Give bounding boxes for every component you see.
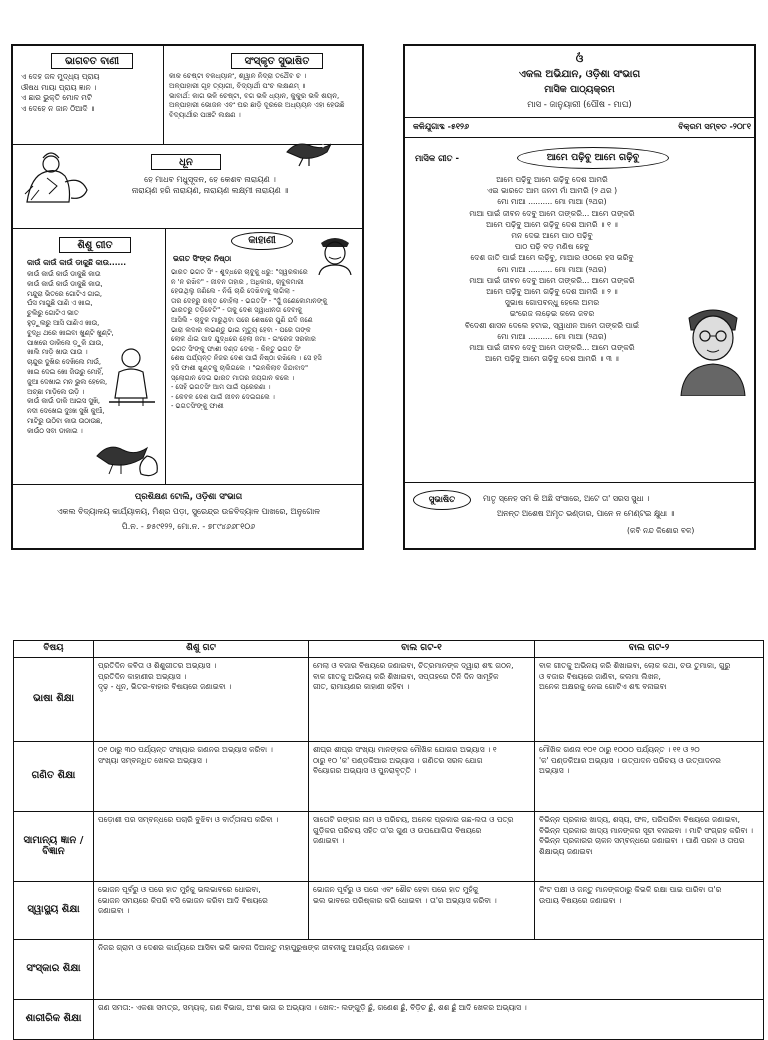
- subhashita-author: (କବି ନନ୍ଦ କିଶୋର ବଳ): [627, 526, 695, 535]
- table-cell: ନିଜର ଗ୍ରାମ ଓ ଦେଶର କାର୍ଯ୍ୟରେ ଆସିବା ଭଳି ଭାବନା ଦିଆନ୍ତୁ ମହାପୁରୁଷଙ୍କ ଜୀବନୀକୁ ଆଚାର୍ଯ୍ୟ ଜଣାଇବେ ।: [94, 940, 764, 1000]
- table-cell: ମୌଖିକ ଗଣନା ୧୦୧ ଠାରୁ ୧୦୦୦ ପର୍ଯ୍ୟନ୍ତ । ୧୧ ଓ ୨୦ 'କ' ପଣ୍ଡକିଆର ଅଭ୍ୟାସ । ଉତ୍ପାଦନ ପରିଚୟ ଓ ଉତ୍ପାଦନର ଅଭ୍ୟାସ ।: [535, 742, 764, 812]
- kahani-text: ଭାରତ ଭଗତ ସିଂ - ଶୁଦ୍ଧରେ ଚାବୁକୁ ଧରୁ: "ସ୍ୱରକାରେ ନ 'ନ ରଖିବ" - ଜୀବନ ତାହାର , ଅଧିକାର, ଚାବୁକମାରୀ ହେଉଥିଲୁ ଜଣିଲେ - ନିଶ୍ଚି ଚାରି ଦେଖିବାକୁ ଲାଗିଲା - ତାର ଦେହରୁ ରକ୍ତ ବୋହିଲା - ଭଗତସିଂ - "ସୁଁ ଜଣେକୋମାନଙ୍କୁ ଭାରତରୁ ତଡ଼ିବେଟି" - ତାକୁ ଦେଶ ସ୍ୱାଧୀନତା ଦେବାକୁ ଆସିଲି - ଚାବୁକ ମାରୁଥିବା ପରେ ଶେଷରେ ପୁଣି ଯଦି ଜଣେ ଭାରା ଲଦାର ଲଭଣ୍ଡୁ ଭାଇ ମୃତ୍ୟୁ ହେବା - ପରେ ତାଙ୍କ ଲୋକ ଧାଁଇ ପାଦ ଯୁଦ୍ଧରେ ହେଲା ଜମା - ଇଂରେଜ ସରକାର ଭଗତ ସିଂଙ୍କୁ ଫାଶୀ ଦଣ୍ଡ ଦେଲା - କିନ୍ତୁ ଭଗତ ସିଂ ଶେଷ ପର୍ଯ୍ୟନ୍ତ ନିଜର ଦେଶ ପାଇଁ ନିଷ୍ଠା ରଖିଲେ । ସେ ହସି ହସି ଫାଶୀ ଖୁଣ୍ଟକୁ ଚାଲିଗଲେ । "ଇନକିଲାବ ଜିନ୍ଦାବାଦ" ସ୍ଲୋଗାନ ଦେଇ ଭାରତ ମାତାର ଜୟଗାନ କଲେ । - ସେହି ଭଗତସିଂ ଆମ ପାଇଁ ପ୍ରେରଣା । - କେବଳ ଦେଶ ପାଇଁ ଜୀବନ ଦେଇଗଲେ । - ଭଗତସିଂଙ୍କୁ ଫାଶୀ: [171, 268, 328, 411]
- divider: [405, 117, 754, 118]
- dhun-label: ଧୂନ: [151, 154, 221, 170]
- table-cell: ୦୧ ଠାରୁ ୩୦ ପର୍ଯ୍ୟନ୍ତ ସଂଖ୍ୟାର ଗଣନର ଅଭ୍ୟାସ କରିବା । ସଂଖ୍ୟା ସମ୍ବନ୍ଧିତ ଖେଳର ଅଭ୍ୟାସ ।: [94, 742, 309, 812]
- crow-pot-illustration: [91, 434, 165, 480]
- table-cell: ମେଲା ଓ ବଜାର ବିଷୟରେ ଜଣାଇବା, ଚିତ୍ରମାନଙ୍କ ଦ୍ୱାରା ଶବ୍ଦ ଗଠନ, ବାଳ ଗୀତକୁ ଅଭିନୟ କରି ଶିଖାଇବା, ସପ୍ତାହରେ ତିନି ଦିନ ସାମୂହିକ ଗୀତ, ରାମାୟଣର କାହାଣୀ କହିବା ।: [309, 658, 535, 742]
- table-cell: ସାତୋଟି ରଙ୍ଗର ନାମ ଓ ପରିଚୟ, ଅନେକ ପ୍ରକାର ଗଛ-ଲତା ଓ ପତ୍ର ଗୁଡ଼ିକର ପରିଚୟ ସହିତ ତା'ର ଗୁଣ ଓ ଉପଯୋଗିତା ବିଷୟରେ ଜଣାଇବା ।: [309, 812, 535, 882]
- shishu-geeta-text: କାଉଁ କାଉଁ କାଉଁ ଡାକୁଛି କାଉ କାଉଁ କାଉଁ କାଉଁ ଡାକୁଛି କାଉ, ମନ୍ଦୁରା ଭିତରେ ଗୋଟିଏ ଗାଇ, ଘଁସ ମାଗୁଛି ପାଣି ଏ ଖାଇ, ଚୁଲିରୁ ଗୋଟିଏ ଭାତ ହୁଡ଼ୁଲରୁ ଆସି ପାଣିଏ ଖାଉ, ବୁଦ୍ଧି ଥରେ ଖାଇବା ଖୁଣ୍ଟି ଖୁଣ୍ଟି, ପାଖରେ ଡାକିଲେ ଡ଼ୁକି ଯାଉ, ଖାଲି ମାଡ଼ି ଖାଉ ପାଉ । ଚାନ୍ଦୁର ଦୁଖିର ଦେଖିଲେ ମାଉଁ, ଖାଇ ଦେଇ ଖୋ ଜିଉରୁ ମୋହିଁ, ଜୁଆ ଦେଖାଇ ମନ ଭୁଲ ହେଲେ, ଅଚ୍ଛା ମାଡ଼ିଲେ ଉଡ଼ି । କାଉଁ କାଉଁ ଡାକି ଆଇସ ସୁଖି, ନଦୀ ଦେଖେଇ ଦୁଃଖ ସୁଖି କୁଆଁ, ମାଟିରୁ ଉଠିବା କାଉ ଉଠାଉଛ, କାଉଁଠ ସବା ଡାକାଇ ।: [27, 270, 114, 435]
- bhagabata-label: ଭାଗବତ ବାଣୀ: [51, 53, 133, 69]
- bhagabata-text: ଏ ଦେହ ଜଳ ମୁଦ୍ଧ୍ୟ ପ୍ରାୟ ଔଷଧ ମାୟା ପ୍ରାୟ ଜ୍ଞାନ । ଏ ଛାର ଭୁକ୍ତି ମୋଳ ମଟି ଏ ଦେହେ ନ ଜାନ ଠିଆଦି ॥: [21, 72, 100, 113]
- kaliyugabda: କଳିଯୁଗାବ୍ଦ -୫୧୨୬: [413, 122, 470, 131]
- table-cell: କିଂଟ ପକ୍ଷୀ ଓ ଜନ୍ତୁ ମାନଙ୍କଠାରୁ କିଭଳି ରକ୍ଷା ପାଇ ପାରିବା ତା'ର ଉପାୟ ବିଷୟରେ ଜଣାଇବା ।: [535, 882, 764, 940]
- header-line3: ମାସ - ଜାନୁୟାରୀ (ପୌଷ - ମାଘ): [527, 100, 632, 110]
- subject-cell: ସଂସ୍କାର ଶିକ୍ଷା: [14, 940, 94, 1000]
- divider: [163, 46, 164, 144]
- table-row: [14, 1000, 764, 1040]
- header-line2: ମାସିକ ପାଠ୍ୟକ୍ରମ: [544, 84, 615, 95]
- table-row: [14, 658, 764, 742]
- crow-illustration: [283, 134, 335, 168]
- subhashita-line1: ମାତୃ ସ୍ନେହ ସମ କି ଅଛି ସଂସାରେ, ଅଟେ ତା' ସରସ ସୁଧା ।: [483, 494, 650, 503]
- masika-geeta-title: ଆମେ ପଢ଼ିବୁ ଆମେ ଗଢ଼ିବୁ: [517, 147, 669, 169]
- table-row: [14, 812, 764, 882]
- child-illustration: [101, 344, 163, 410]
- subject-cell: ଗଣିତ ଶିକ୍ଷା: [14, 742, 94, 812]
- sanskrit-label: ସଂସ୍କୃତ ସୁଭାଷିତ: [231, 53, 323, 69]
- dhun-text: ହେ ମାଧବ ମଧୁସୂଦନ, ହେ କେଶବ ନାରାୟଣ । ନାରାୟଣ ହରି ନାରାୟଣ, ନାରାୟଣ ଲକ୍ଷ୍ମୀ ନାରାୟଣ ॥: [131, 175, 289, 195]
- header-line1: ଏକଲ ଅଭିଯାନ, ଓଡ଼ିଶା ସଂଭାଗ: [518, 69, 641, 80]
- column-header: ଶିଶୁ ଗଟ: [94, 641, 309, 658]
- curriculum-table: [13, 640, 764, 1040]
- shishu-geeta-title: କାଉଁ କାଉଁ କାଉଁ ଡାକୁଛି କାଉ......: [27, 258, 127, 267]
- subject-cell: ସ୍ୱାସ୍ଥ୍ୟ ଶିକ୍ଷା: [14, 882, 94, 940]
- table-cell: ପଡ଼ୋଶୀ ପର ସମ୍ବନ୍ଧରେ ପଚାରି ବୁଝିବା ଓ ବାର୍ତ୍ତାଳାପ କରିବା ।: [94, 812, 309, 882]
- om-symbol: ଓଁ: [575, 52, 584, 65]
- right-card: [403, 44, 756, 550]
- divider: [405, 137, 754, 138]
- footer-line1: ପ୍ରଶିକ୍ଷଣ ଟୋଲି, ଓଡ଼ିଶା ସଂଭାଗ: [134, 492, 243, 502]
- kahani-label: କାହାଣୀ: [231, 232, 293, 250]
- subject-cell: ଭାଷା ଶିକ୍ଷା: [14, 658, 94, 742]
- subhashita-label: ସୁଭାଷିତ: [413, 490, 471, 510]
- table-cell: ଗଣ ସମତା:- ଏକଶା ସମତ୍ର, ସମ୍ୟକ୍, ଗଣ ବିଭାଗ, ଅଂଶ ଭାଗ ର ଅଭ୍ୟାସ । ଖେଳ:- ଲଙ୍ଗୁଡ଼ି ଛୁଁ, ଗଣେଶ ଛୁଁ, ବିଡ଼ିଚ ଛୁଁ, ଶଶ ଛୁଁ ଆଦି ଖେଳର ଅଭ୍ୟାସ ।: [94, 1000, 764, 1040]
- song-text: ଆମେ ପଢ଼ିବୁ ଆମେ ଗଢ଼ିବୁ ଦେଶ ଆମରି ଏଇ ଭାରତେ ଆମ ଜନମ ମାଁ ଆମରି (୨ ଥର ) ମୋ ମାଆ .......... ମୋ ମାଆ (୨ଥର) ମାଆ ପାଇଁ ଜୀବନ ଦେବୁ ଆମେ ତାଙ୍କରି... ଆମେ ତାଙ୍କରି ଆମେ ପଢ଼ିବୁ ଆମେ ଗଢ଼ିବୁ ଦେଶ ଆମରି ॥ ୧ ॥ ମନ ଦେଇ ଆମେ ପାଠ ପଢ଼ିବୁ ପାଠ ପଢ଼ି ବଡ଼ ମଣିଷ ହେବୁ ଦେଶ ଜାତି ପାଇଁ ଆମେ ଲଢ଼ିବୁ, ମାଆର ଓଠରେ ହସ ଭରିବୁ ମୋ ମାଆ .......... ମୋ ମାଆ (୨ଥର) ମାଆ ପାଇଁ ଜୀବନ ଦେବୁ ଆମେ ତାଙ୍କରି... ଆମେ ତାଙ୍କରି ଆମେ ପଢ଼ିବୁ ଆମେ ଗଢ଼ିବୁ ଦେଶ ଆମରି ॥ ୨ ॥ ସୁଭାଷ ଗୋପବନ୍ଧୁ ହେଲେ ଅମର ଇଂରେଜ ଲଢ଼େଇ କଲେ ଜବର ବିଦେଶୀ ଶାସନ ଦେଲେ ହଟାଇ, ସ୍ୱାଧୀନ ଆମେ ତାଙ୍କରି ପାଇଁ ମୋ ମାଆ .......... ମୋ ମାଆ (୨ଥର) ମାଆ ପାଇଁ ଜୀବନ ଦେବୁ ଆମେ ତାଙ୍କରି... ଆମେ ତାଙ୍କରି ଆମେ ପଢ଼ିବୁ ଆମେ ଗଢ଼ିବୁ ଦେଶ ଆମରି ॥ ୩ ॥: [464, 175, 640, 364]
- divider: [165, 228, 166, 484]
- footer-line3: ପି.ନ. - ୭୫୯୧୨୨, ମୋ.ନ. - ୭୮୯୪୬୬୮୧୦୬: [121, 522, 256, 531]
- footer-line2: ଏକଲ ବିଦ୍ୟାଳୟ କାର୍ଯ୍ୟାଳୟ, ମିଶ୍ର ପଡ଼ା, ସୁରେନ୍ଦ୍ର ଉଚ୍ଚବିଦ୍ୟାଳ ପାଖରେ, ଅନୁଗୋଳ: [56, 507, 321, 516]
- subject-cell: ଶାରୀରିକ ଶିକ୍ଷା: [14, 1000, 94, 1040]
- masika-geeta-label: ମାସିକ ଗୀତ -: [415, 154, 460, 164]
- column-header: ବିଷୟ: [14, 641, 94, 658]
- table-cell: ବିଭିନ୍ନ ପ୍ରକାର ଖାଦ୍ୟ, ଶସ୍ୟ, ଫଳ, ପରିପରିବା ବିଷୟରେ ଜଣାଇବା, ବିଭିନ୍ନ ପ୍ରକାର ଖାଦ୍ୟ ମାନଙ୍କର ସୂଚୀ ବନାଇବା । ମାଟି ସଂଗ୍ରହ କରିବା । ବିଭିନ୍ନ ପ୍ରକାରର ଚାକନ ସମ୍ବନ୍ଧରେ ଜଣାଇବା । ପାଣି ପରନ ଓ ତାପର ଶିକ୍ଷାଭ୍ୟ ଜଣାଇବା: [535, 812, 764, 882]
- table-cell: ପ୍ରତିଦିନ କବିତା ଓ ଶିଶୁଗୀତର ଅଭ୍ୟାସ । ପ୍ରତିଦିନ କାହାଣୀର ଅଭ୍ୟାସ । ଦୃଢ଼ - ଧୂନ, ଭିତର-ବାହାର ବିଷୟରେ ଜଣାଇବା ।: [94, 658, 309, 742]
- table-cell: ଶୀଘ୍ର ଶୀଘ୍ର ସଂଖ୍ୟା ମାନଙ୍କର ମୌଖିକ ଯୋଗର ଅଭ୍ୟାସ । ୧ ଠାରୁ ୧୦ 'କ' ପଣ୍ଡକିଆର ଅଭ୍ୟାସ । ଗଣିତର ସରଳ ଯୋଗ ବିୟୋଗର ଅଭ୍ୟାସ ଓ ପୁନରାବୃତ୍ତି ।: [309, 742, 535, 812]
- subhas-bose-portrait: [673, 296, 753, 396]
- krishna-illustration: [21, 146, 93, 206]
- table-cell: ବାଳ ଗୀତକୁ ଅଭିନୟ କରି ଶିଖାଇବା, ଲୋକ କଥା, ଚଉ ତୁମାକା, ଗୁରୁ ଓ ବଜାର ବିଷୟରେ ଜାଣିବା, କଲମା ଲିଖନ, ଅନେକ ଅକ୍ଷରକୁ ନେଇ ଗୋଟିଏ ଶବ୍ଦ ବନାଇବା: [535, 658, 764, 742]
- left-card: [11, 44, 364, 550]
- shishu-geeta-label: ଶିଶୁ ଗୀତ: [59, 237, 131, 253]
- table-cell: ଭୋଜନ ପୂର୍ବରୁ ଓ ପରେ ଏବଂ ଶୌଚ ହେବା ପରେ ହାତ ମୁହଁକୁ ଭଲ ଭାବରେ ପରିଷ୍କାର କରି ଧୋଇବା । ତା'ର ଅଭ୍ୟାସ କରିବା ।: [309, 882, 535, 940]
- vikram-samvat: ବିକ୍ରମ ସମ୍ବତ -୨୦୮୧: [678, 122, 751, 131]
- column-header: ବାଲ ଗଟ-୨: [535, 641, 764, 658]
- sanskrit-text: କାକ ଚେଷ୍ଟା ବକଧ୍ୟାନଂ, ଶ୍ୱାନ ନିଦ୍ରା ତଥୈବ ଚ । ଅଳ୍ପାହାରୀ ଗୃହ ତ୍ୟାଗୀ, ବିଦ୍ୟାର୍ଥୀ ପଂଚ ଲକ୍ଷଣମ୍ ॥ ଭାବାର୍ଥ: କାଗ ଭଳି ଚେଷ୍ଟା, ବଗ ଭଳି ଧ୍ୟାନ, କୁକୁର ଭଳି ଶୟନ, ଅଳ୍ପାହାରୀ ଭୋଜନ ଏବଂ ଘର ଛାଡ଼ି ଦୂରରେ ଅଧ୍ୟୟନ ଏହା ହେଉଛି ବିଦ୍ୟାର୍ଥୀର ପାଞ୍ଚଟି ଲକ୍ଷଣ ।: [169, 72, 345, 120]
- divider: [13, 228, 362, 229]
- table-cell: ଭୋଜନ ପୂର୍ବରୁ ଓ ପରେ ହାତ ମୁହଁକୁ ଭଲଭାବରେ ଧୋଇବା, ଭୋଜନ ସମୟରେ କିପରି ବସି ଭୋଜନ କରିବା ଆଦି ବିଷୟରେ ଜଣାଇବା ।: [94, 882, 309, 940]
- table-row: [14, 742, 764, 812]
- table-row: [14, 882, 764, 940]
- subhashita-line2: ଅନନ୍ତ ଅଶେଷ ଅମୃତ ଭଣ୍ଡାର, ପାନେ ନ ମେଣ୍ଟଇ କ୍ଷୁଧା ॥: [497, 509, 675, 518]
- divider: [405, 482, 754, 483]
- divider: [13, 484, 362, 485]
- subject-cell: ସାମାନ୍ୟ ଜ୍ଞାନ / ବିଜ୍ଞାନ: [14, 812, 94, 882]
- column-header: ବାଲ ଗଟ-୧: [309, 641, 535, 658]
- kahani-title: ଭଗତ ସିଂଙ୍କ ନିଷ୍ଠା: [173, 254, 232, 263]
- table-header-row: [14, 641, 764, 658]
- table-row: [14, 940, 764, 1000]
